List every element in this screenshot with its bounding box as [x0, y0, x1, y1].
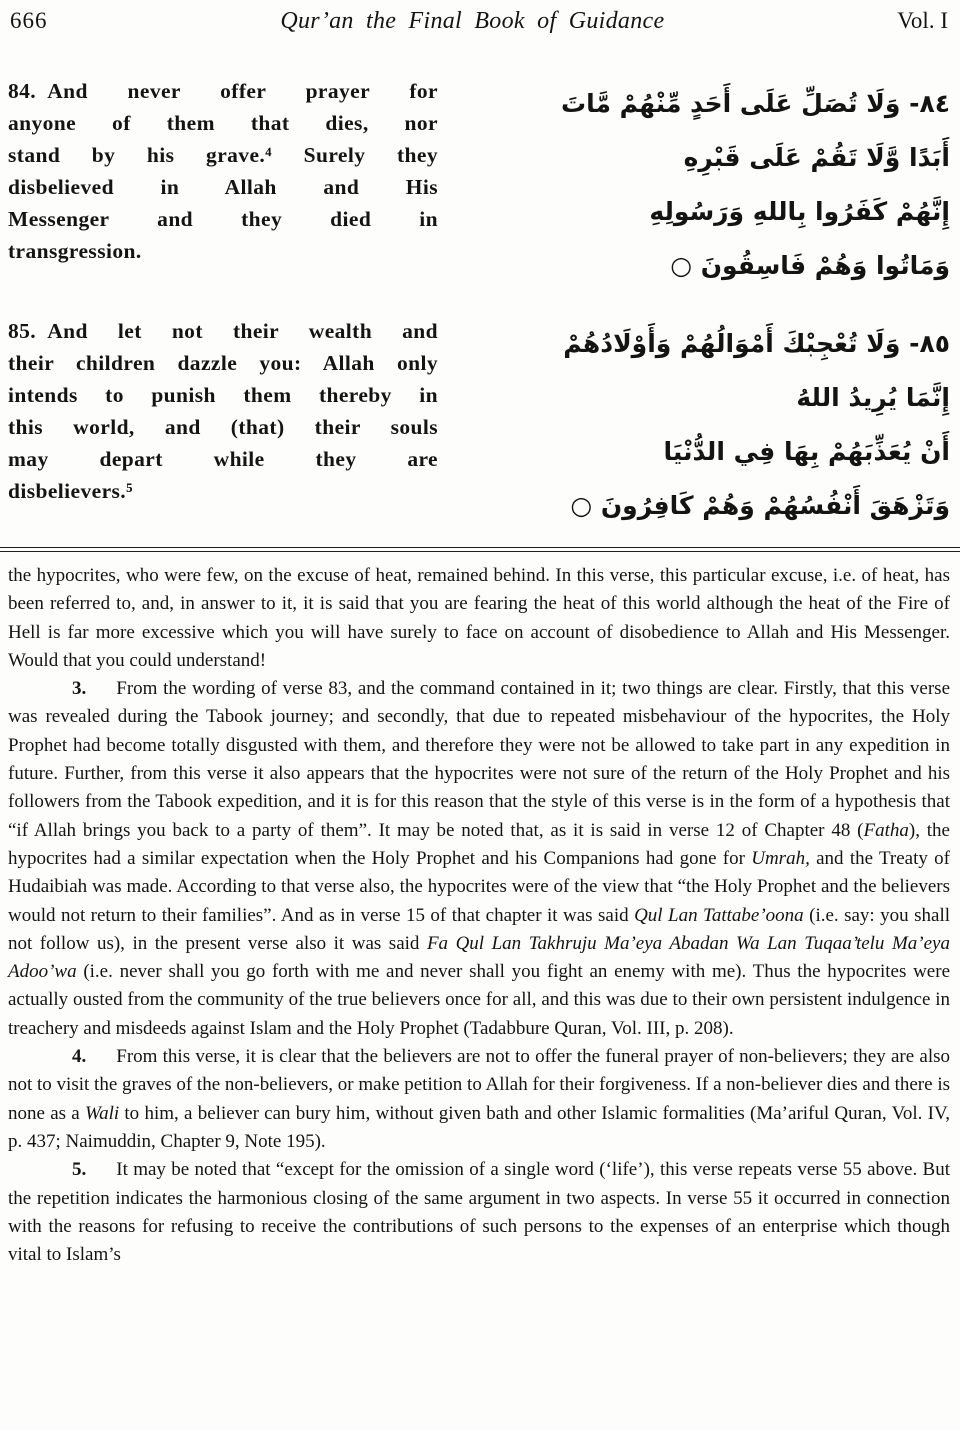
section-divider — [0, 547, 960, 552]
verse-85-arabic — [460, 315, 950, 533]
footnote-paragraph — [8, 675, 950, 1043]
arabic-line: ٨٥- وَلَا تُعْجِبْكَ أَمْوَالُهُمْ وَأَوْلَادُهُمْ — [563, 329, 950, 358]
footnote-text: (i.e. say: you shall not follow us), in the present verse also it was said — [8, 904, 950, 954]
arabic-line: أَبَدًا وَّلَا تَقُمْ عَلَى قَبْرِهِ — [683, 143, 950, 172]
footnote-paragraph — [8, 1156, 950, 1269]
footnote-text: the hypocrites, who were few, on the excuse of heat, remained behind. In this verse, this particular excuse, i.e. of heat, has been referred to, and, in answer to it, it is said that you are fearing the heat of this world although the heat of the Fire of Hell is far more excessive which you will have surely to face on account of disobedience to Allah and His Messenger. Would that you could understand! — [8, 565, 950, 671]
verse-section — [8, 75, 950, 533]
footnote-text: (i.e. never shall you go forth with me and never shall you fight an enemy with me). Thus the hypocrites were actually ousted from the community of the true believers once for all, and this was due to their own persistent indulgence in treachery and misdeeds against Islam and the Holy Prophet (Tadabbure Quran, Vol. III, p. 208). — [8, 961, 950, 1039]
footnote-text: and the Treaty of Hudaibiah was made. According to that verse also, the hypocrites were of the view that “the Holy Prophet and the believers would not return to their families”. And as in verse 15 of that chapter it was said — [8, 847, 950, 926]
verse-row-84 — [8, 75, 950, 293]
arabic-line: إِنَّمَا يُرِيدُ اللهُ — [796, 383, 950, 412]
verse-row-85 — [8, 315, 950, 533]
footnote-number: 3. — [72, 678, 87, 700]
footnote-text: Fatha — [863, 819, 909, 841]
footnote-text: From this verse, it is clear that the believers are not to offer the funeral prayer of non-believers; they are also not to visit the graves of the non-believers, or make petition to Allah for their forgiveness. If a non-believer dies and there is none as a — [8, 1046, 950, 1124]
arabic-line: ٨٤- وَلَا تُصَلِّ عَلَى أَحَدٍ مِّنْهُمْ مَّاتَ — [560, 89, 950, 118]
footnote-text: to him, a believer can bury him, without given bath and other Islamic formalities (Ma’ariful Quran, Vol. IV, p. 437; Naimuddin, Chapter 9, Note 195). — [8, 1102, 950, 1152]
verse-84-translation: 84. And never offer prayer for anyone of them that dies, nor stand by his grave.⁴ Surely they disbelieved in Allah and His Messenger and they died in transgression. — [8, 79, 438, 263]
page-number: 666 — [10, 8, 48, 33]
verse-84-arabic — [460, 75, 950, 293]
footnotes-section — [8, 562, 950, 1269]
arabic-line: إِنَّهُمْ كَفَرُوا بِاللهِ وَرَسُولِهِ — [649, 197, 950, 226]
footnote-number: 4. — [72, 1046, 87, 1068]
footnote-text: Fa Qul Lan Takhruju Ma’eya Abadan Wa Lan Tuqaa’telu Ma’eya Adoo’wa — [8, 932, 950, 983]
footnote-text: Umrah, — [751, 847, 810, 869]
footnote-number: 5. — [72, 1159, 87, 1181]
page-title: Qur’an the Final Book of Guidance — [280, 8, 665, 34]
arabic-line: وَمَاتُوا وَهُمْ فَاسِقُونَ ○ — [670, 251, 950, 280]
verse-85-translation: 85. And let not their wealth and their children dazzle you: Allah only intends to punish them thereby in this world, and (that) their souls may depart while they are disbelievers.⁵ — [8, 319, 438, 503]
page-header — [8, 6, 950, 35]
arabic-line: وَتَزْهَقَ أَنْفُسُهُمْ وَهُمْ كَافِرُونَ ○ — [570, 491, 950, 520]
arabic-line: أَنْ يُعَذِّبَهُمْ بِهَا فِي الدُّنْيَا — [663, 437, 950, 466]
footnote-text: ), the hypocrites had a similar expectation when the Holy Prophet and his Companions had gone for — [8, 819, 950, 869]
footnote-paragraph — [8, 562, 950, 675]
footnote-text: It may be noted that “except for the omission of a single word (‘life’), this verse repeats verse 55 above. But the repetition indicates the harmonious closing of the same argument in two aspects. In verse 55 it occurred in connection with the reasons for refusing to receive the contributions of such persons to the expenses of an enterprise which though vital to Islam’s — [8, 1159, 950, 1266]
footnote-text: Qul Lan Tattabe’oona — [634, 904, 804, 926]
footnote-paragraph — [8, 1043, 950, 1156]
footnote-text: From the wording of verse 83, and the command contained in it; two things are clear. Firstly, that this verse was revealed during the Tabook journey; and secondly, that due to repeated misbehaviour of the hypocrites, the Holy Prophet had become totally disgusted with them, and therefore they were not be allowed to take part in any expedition in future. Further, from this verse it also appears that the hypocrites were not sure of the return of the Holy Prophet and his followers from the Tabook expedition, and it is for this reason that the style of this verse is in the form of a hypothesis that “if Allah brings you back to a party of them”. It may be noted that, as it is said in verse 12 of Chapter 48 ( — [8, 678, 950, 841]
volume-label: Vol. I — [897, 8, 948, 33]
footnote-text: Wali — [85, 1102, 120, 1124]
